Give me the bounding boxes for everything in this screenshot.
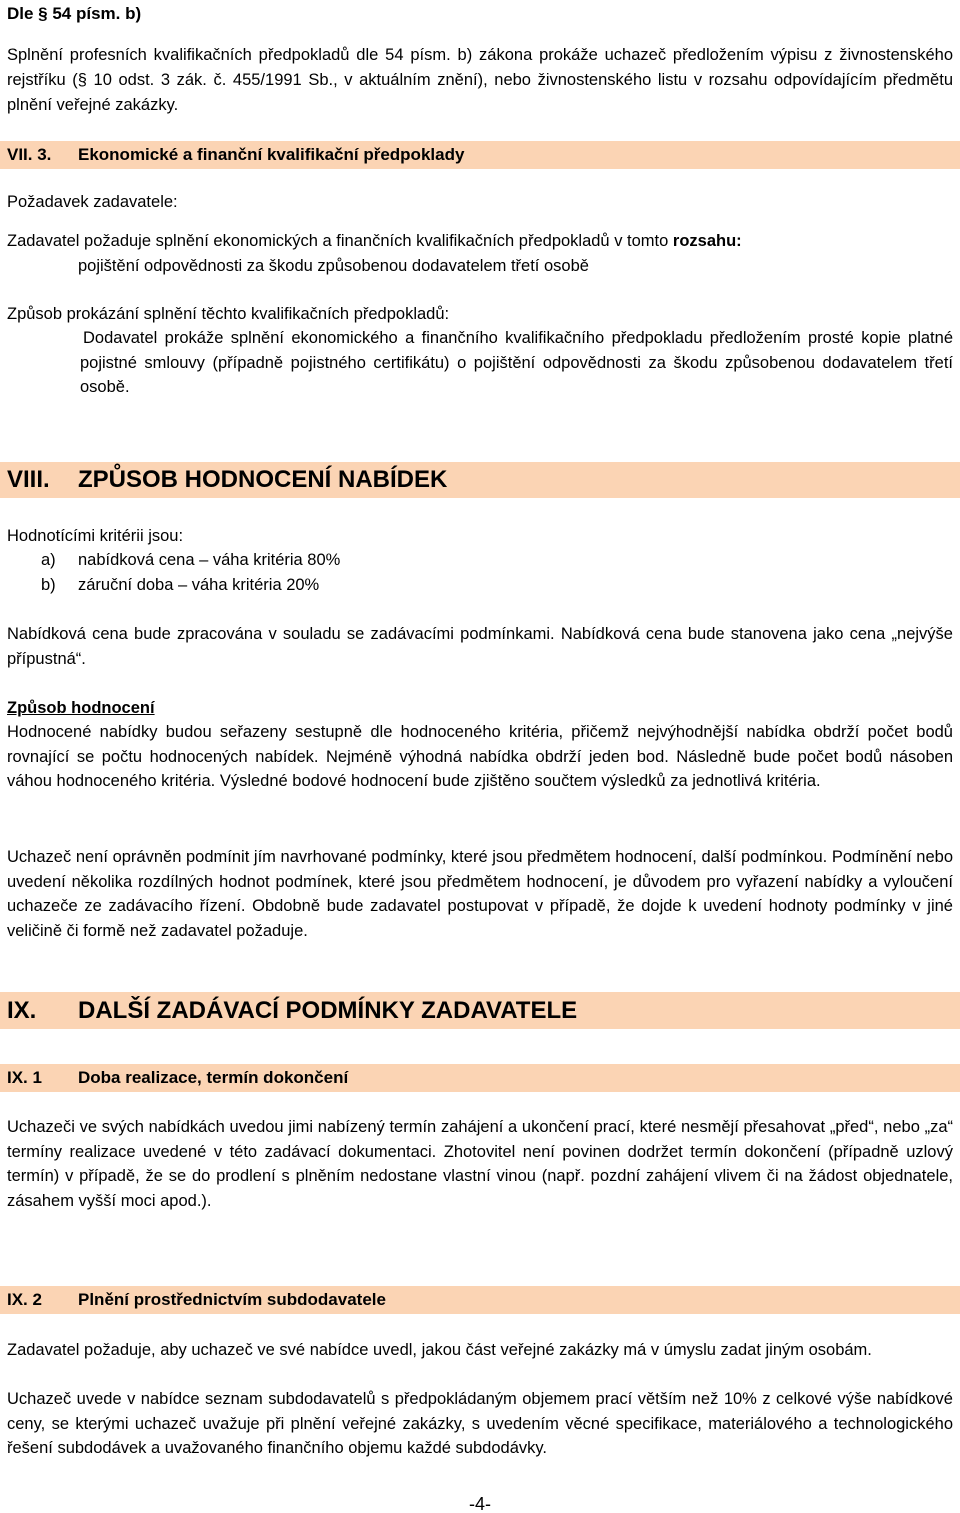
ix2-text-2: Uchazeč uvede v nabídce seznam subdodavatelů s předpokládaným objemem prací větším než 10% z celkové výše nabídkové ceny, se kterými uchazeč uvažuje při plnění veřejné zakázky, s uvedením věcné specifikace, materiálového a technologického řešení subdodávek a uvažovaného finančního objemu každé subdodávky. [7,1390,953,1457]
ix2-text-1: Zadavatel požaduje, aby uchazeč ve své nabídce uvedl, jakou část veřejné zakázky má v úmyslu zadat jiným osobám. [7,1341,872,1359]
ix1-text: Uchazeči ve svých nabídkách uvedou jimi nabízený termín zahájení a ukončení prací, které nesmějí přesahovat „před“, nebo „za“ termíny realizace uvedené v této zadávací dokumentaci. Zhotovitel není povinen dodržet termín dokončení (případně uzlový termín) v případě, že se do prodlení s plněním nedostane vlastní vinou (např. pozdní zahájení vlivem či na žádost objednatele, zásahem vyšší moci apod.). [7,1118,953,1210]
page-number: -4- [469,1494,491,1513]
requirement-text-main: Zadavatel požaduje splnění ekonomických a finančních kvalifikačních předpokladů v tomto [7,232,669,250]
section-title-vii3: Ekonomické a finanční kvalifikační předpoklady [78,145,465,164]
section-number-ix: IX. [7,997,37,1024]
section-number-ix1: IX. 1 [7,1068,42,1087]
intro-block [7,0,953,118]
criteria-marker-b: b) [41,576,56,594]
criteria-label: Hodnotícími kritérii jsou: [7,527,184,545]
criteria-text-a: nabídková cena – váha kritéria 80% [78,551,341,569]
section-number-vii3: VII. 3. [7,145,52,164]
intro-heading: Dle § 54 písm. b) [7,4,142,23]
proof-text: Dodavatel prokáže splnění ekonomického a finančního kvalifikačního předpokladu předložením prosté kopie platné pojistné smlouvy (případně pojistného certifikátu) o pojištění odpovědnosti za škodu způsobenou dodavatelem třetí osobě. [80,329,953,396]
section-number-ix2: IX. 2 [7,1290,42,1309]
proof-label: Způsob prokázání splnění těchto kvalifikačních předpokladů: [7,305,450,323]
price-note: Nabídková cena bude zpracována v souladu se zadávacími podmínkami. Nabídková cena bude stanovena jako cena „nejvýše přípustná“. [7,625,953,668]
section-title-ix2: Plnění prostřednictvím subdodavatele [78,1290,386,1309]
conditions-text: Uchazeč není oprávněn podmínit jím navrhované podmínky, které jsou předmětem hodnocení, další podmínkou. Podmínění nebo uvedení několika rozdílných hodnot podmínek, které jsou předmětem hodnocení, je důvodem pro vyřazení nabídky a vyloučení uchazeče ze zadávacího řízení. Obdobně bude zadavatel postupovat v případě, že dojde k uvedení hodnoty podmínky v jiné veličině či formě než zadavatel požaduje. [7,848,953,940]
requirement-text-bold: rozsahu: [672,232,742,250]
intro-paragraph: Splnění profesních kvalifikačních předpokladů dle 54 písm. b) zákona prokáže uchazeč předložením výpisu z živnostenského rejstříku (§ 10 odst. 3 zák. č. 455/1991 Sb., v aktuálním znění), nebo živnostenského listu v rozsahu odpovídajícím předmětu plnění veřejné zakázky. [7,46,953,114]
method-heading: Způsob hodnocení [7,699,155,717]
section-title-ix: DALŠÍ ZADÁVACÍ PODMÍNKY ZADAVATELE [78,997,578,1024]
method-text: Hodnocené nabídky budou seřazeny sestupně dle hodnoceného kritéria, přičemž nejvýhodnější nabídka obdrží počet bodů rovnající se počtu hodnocených nabídek. Nejméně výhodná nabídka obdrží jeden bod. Následně bude počet bodů násoben váhou hodnoceného kritéria. Výsledné bodové hodnocení bude zjištěno součtem výsledků za jednotlivá kritéria. [7,723,953,790]
section-number-viii: VIII. [7,466,50,493]
criteria-text-b: záruční doba – váha kritéria 20% [78,576,320,594]
requirement-label: Požadavek zadavatele: [7,193,178,211]
requirement-item: pojištění odpovědnosti za škodu způsobenou dodavatelem třetí osobě [78,257,589,275]
section-title-ix1: Doba realizace, termín dokončení [78,1068,349,1087]
requirement-text [7,229,742,254]
criteria-marker-a: a) [41,551,56,569]
section-title-viii: ZPŮSOB HODNOCENÍ NABÍDEK [78,466,448,493]
